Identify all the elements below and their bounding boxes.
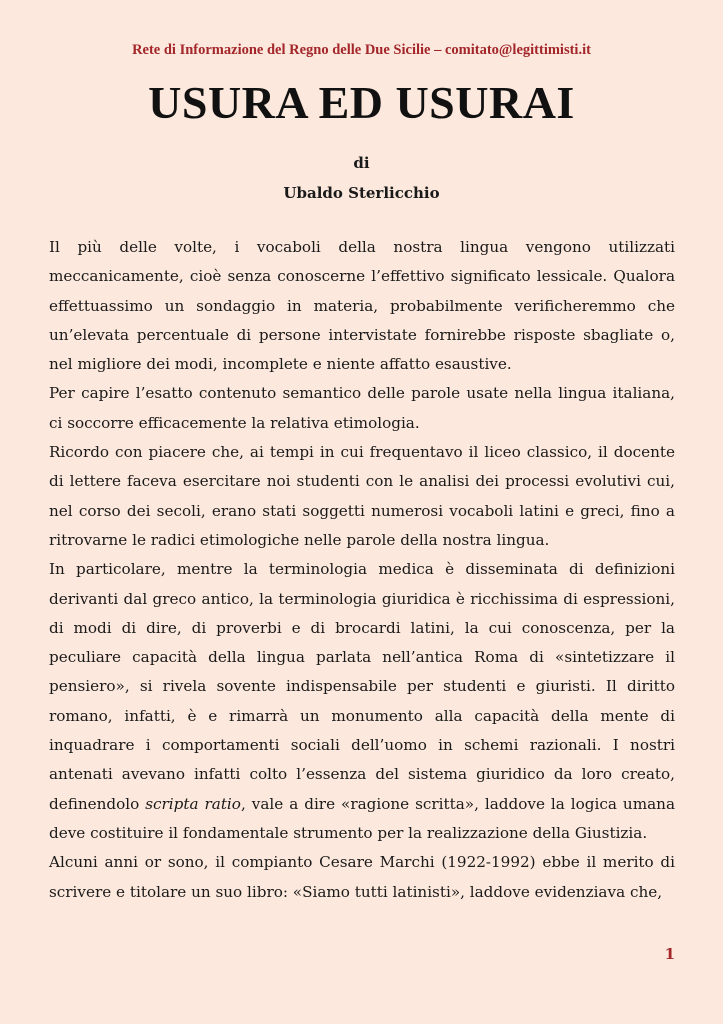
paragraph: [49, 555, 675, 848]
document-title: USURA ED USURAI: [148, 77, 575, 128]
paragraph-text: In particolare, mentre la terminologia medica è disseminata di definizioni derivanti dal greco antico, la terminologia giuridica è ricchissima di espressioni, di modi di dire, di proverbi e di brocardi latini, la cui conoscenza, per la peculiare capacità della lingua parlata nell’antica Roma di «sintetizzare il pensiero», si rivela sovente indispensabile per studenti e giuristi. Il diritto romano, infatti, è e rimarrà un monumento alla capacità della mente di inquadrare i comportamenti sociali dell’uomo in schemi razionali. I nostri antenati avevano infatti colto l’essenza del sistema giuridico da loro creato, definendolo: [49, 560, 675, 813]
running-header: Rete di Informazione del Regno delle Due Sicilie – comitato@legittimisti.it: [132, 42, 591, 58]
paragraph-text: , vale a dire «ragione scritta», laddove la logica umana deve costituire il fondamentale strumento per la realizzazione della Giustizia.: [49, 794, 675, 842]
paragraph: Alcuni anni or sono, il compianto Cesare Marchi (1922-1992) ebbe il merito di scrivere e titolare un suo libro: «Siamo tutti latinisti», laddove evidenziava che,: [49, 853, 675, 901]
page-number: 1: [664, 945, 675, 963]
author-name: Ubaldo Sterlicchio: [283, 184, 440, 202]
byline-di: di: [353, 154, 370, 172]
paragraph: Il più delle volte, i vocaboli della nostra lingua vengono utilizzati meccanicamente, cioè senza conoscerne l’effettivo significato lessicale. Qualora effettuassimo un sondaggio in materia, probabilmente verificheremmo che un’elevata percentuale di persone intervistate fornirebbe risposte sbagliate o, nel migliore dei modi, incomplete e niente affatto esaustive.: [49, 238, 675, 374]
italic-phrase: scripta ratio: [145, 794, 241, 813]
paragraph: Ricordo con piacere che, ai tempi in cui frequentavo il liceo classico, il docente di lettere faceva esercitare noi studenti con le analisi dei processi evolutivi cui, nel corso dei secoli, erano stati soggetti numerosi vocaboli latini e greci, fino a ritrovarne le radici etimologiche nelle parole della nostra lingua.: [49, 443, 675, 549]
paragraph: Per capire l’esatto contenuto semantico delle parole usate nella lingua italiana, ci soccorre efficacemente la relativa etimologia.: [49, 384, 675, 432]
byline: [0, 148, 723, 208]
body-text: [49, 233, 675, 907]
